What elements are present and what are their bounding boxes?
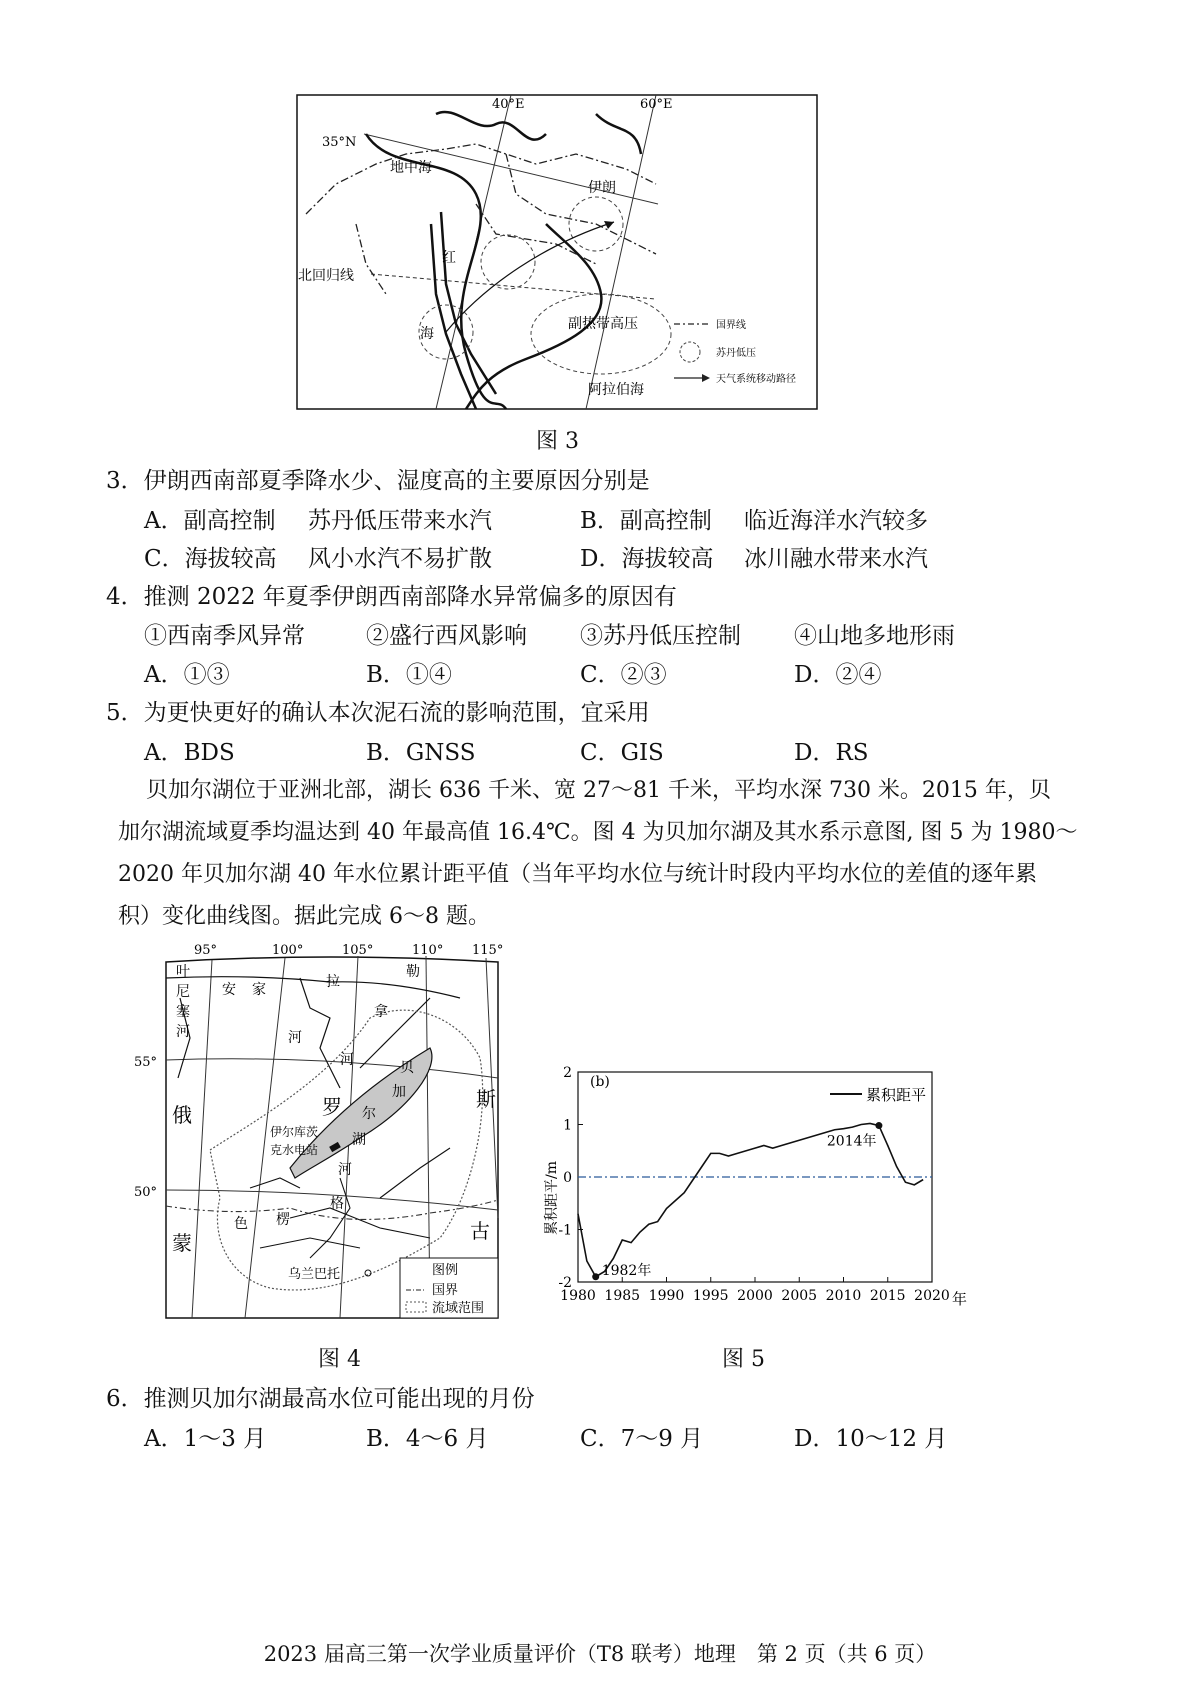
q4-option-c: C．②③ (580, 662, 667, 688)
q6-option-c: C．7～9 月 (580, 1426, 704, 1452)
q6-stem: 6．推测贝加尔湖最高水位可能出现的月份 (106, 1386, 535, 1412)
fig5-ytick-label: -1 (558, 1222, 572, 1239)
q4-option-b: B．①④ (366, 662, 452, 688)
fig3-mediterranean: 地中海 (390, 160, 432, 176)
q3-option-c-label: C．海拔较高 (144, 546, 277, 572)
fig4-legend-title: 图例 (432, 1263, 459, 1278)
q4-item-2: ②盛行西风影响 (366, 623, 527, 649)
fig3-arabian-sea: 阿拉伯海 (588, 382, 644, 398)
fig3-legend-path: 天气系统移动路径 (716, 374, 796, 385)
passage-line-1: 贝加尔湖位于亚洲北部，湖长 636 千米、宽 27～81 千米，平均水深 730 米。2015 年，贝 (146, 778, 1051, 803)
q5-option-c: C．GIS (580, 740, 664, 766)
fig4-le: 勒 (406, 964, 420, 980)
fig5-annotation-label: 1982年 (601, 1262, 652, 1279)
fig5-xtick-label: 2010 (825, 1288, 862, 1304)
q3-option-a-text: 苏丹低压带来水汽 (308, 508, 492, 534)
q5-option-b: B．GNSS (366, 740, 476, 766)
fig3-sea: 海 (420, 326, 434, 342)
fig3-legend-border: 国界线 (716, 320, 746, 331)
fig5-annotation-label: 2014年 (826, 1133, 877, 1150)
fig3-legend-sudan-low: 苏丹低压 (716, 348, 756, 359)
fig4-na: 拿 (374, 1004, 388, 1020)
fig4-he4: 河 (338, 1162, 352, 1178)
fig4-ge: 格 (330, 1196, 344, 1212)
fig4-he2: 河 (288, 1030, 302, 1046)
fig5-xtick-label: 2005 (781, 1288, 818, 1304)
page-footer: 2023 届高三第一次学业质量评价（T8 联考）地理 第 2 页（共 6 页） (263, 1642, 937, 1666)
fig4-lat50: 50° (134, 1185, 158, 1200)
fig4-hu: 湖 (352, 1132, 366, 1148)
figure3-caption: 图 3 (536, 429, 579, 454)
passage-line-4: 积）变化曲线图。据此完成 6～8 题。 (118, 904, 490, 929)
fig4-lon100: 100° (272, 943, 304, 958)
q5-stem: 5．为更快更好的确认本次泥石流的影响范围，宜采用 (106, 700, 650, 726)
fig4-he3: 河 (340, 1052, 354, 1068)
fig4-sai: 塞 (176, 1004, 190, 1020)
q4-stem: 4．推测 2022 年夏季伊朗西南部降水异常偏多的原因有 (106, 584, 677, 610)
fig4-ulaanbaatar: 乌兰巴托 (288, 1267, 341, 1282)
q3-stem: 3．伊朗西南部夏季降水少、湿度高的主要原因分别是 (106, 468, 650, 494)
fig5-legend: 累积距平 (866, 1086, 927, 1104)
fig5-xtick-label: 1985 (604, 1288, 641, 1304)
fig3-subtropical-high: 副热带高压 (568, 316, 638, 332)
fig4-lon110: 110° (412, 943, 444, 958)
fig4-si: 斯 (476, 1087, 496, 1111)
q3-option-d-text: 冰川融水带来水汽 (744, 546, 928, 572)
fig3-lon40: 40°E (492, 97, 525, 112)
fig3-iran: 伊朗 (588, 180, 616, 196)
fig4-ye: 叶 (176, 964, 190, 980)
fig4-e: 俄 (172, 1103, 192, 1127)
figure5-caption: 图 5 (722, 1347, 765, 1372)
fig4-station1: 伊尔库茨 (270, 1125, 319, 1139)
q5-option-a: A．BDS (144, 740, 235, 766)
q6-option-b: B．4～6 月 (366, 1426, 489, 1452)
fig5-xtick-label: 1980 (560, 1288, 596, 1304)
fig4-se: 色 (234, 1216, 248, 1232)
fig3-lat35: 35°N (322, 135, 357, 150)
fig4-la: 拉 (326, 974, 340, 990)
fig5-annotation-point (875, 1122, 882, 1129)
fig4-gu: 古 (470, 1219, 490, 1243)
fig4-an: 安 (222, 982, 236, 998)
q4-option-d: D．②④ (794, 662, 882, 688)
q4-item-1: ①西南季风异常 (144, 623, 305, 649)
figure5-chart (540, 1056, 980, 1316)
fig3-red: 红 (442, 250, 456, 266)
fig5-ytick-label: 1 (563, 1117, 572, 1134)
fig5-panel: (b) (590, 1074, 610, 1090)
fig3-tropic: 北回归线 (298, 268, 354, 284)
q3-option-c-text: 风小水汽不易扩散 (308, 546, 492, 572)
fig4-lat55: 55° (134, 1055, 158, 1070)
fig4-bei: 贝 (400, 1060, 414, 1076)
fig4-legend-border: 国界 (432, 1283, 459, 1298)
fig5-ytick-label: 2 (563, 1065, 572, 1081)
fig4-legend-basin: 流域范围 (432, 1301, 485, 1316)
q6-option-d: D．10～12 月 (794, 1426, 948, 1452)
fig4-he1: 河 (176, 1024, 190, 1040)
fig5-ytick-label: 0 (563, 1170, 572, 1186)
fig4-leng: 楞 (276, 1212, 290, 1228)
q5-option-d: D．RS (794, 740, 869, 766)
passage-line-3: 2020 年贝加尔湖 40 年水位累计距平值（当年平均水位与统计时段内平均水位的差值的逐年累 (118, 862, 1037, 887)
fig5-xtick-label: 1990 (648, 1288, 685, 1304)
figure4-caption: 图 4 (318, 1347, 361, 1372)
fig4-station2: 克水电站 (270, 1143, 319, 1157)
fig5-xtick-label: 2020 (914, 1288, 950, 1304)
fig4-jia2: 加 (392, 1084, 406, 1100)
fig3-lon60: 60°E (640, 97, 673, 112)
fig4-jia: 家 (252, 982, 266, 998)
fig4-ni: 尼 (176, 984, 190, 1000)
fig5-xtick-label: 2015 (869, 1288, 906, 1304)
q3-option-b-text: 临近海洋水汽较多 (744, 508, 928, 534)
q3-option-d-label: D．海拔较高 (580, 546, 714, 572)
fig4-meng: 蒙 (172, 1231, 192, 1255)
figure3-map (296, 94, 818, 412)
q6-option-a: A．1～3 月 (144, 1426, 267, 1452)
fig4-luo: 罗 (322, 1095, 342, 1119)
q4-item-4: ④山地多地形雨 (794, 623, 955, 649)
figure4-map (130, 938, 510, 1322)
fig4-lon115: 115° (472, 943, 504, 958)
q3-option-b-label: B．副高控制 (580, 508, 712, 534)
fig5-ytick-label: -2 (558, 1275, 572, 1291)
fig5-annotation-point (592, 1273, 599, 1280)
fig4-lon105: 105° (342, 943, 374, 958)
fig5-xtick-label: 2000 (737, 1288, 773, 1304)
fig5-xtick-label: 1995 (692, 1288, 729, 1304)
q3-option-a-label: A．副高控制 (144, 508, 276, 534)
q4-option-a: A．①③ (144, 662, 230, 688)
fig5-ylabel: 累积距平/m (544, 1161, 560, 1235)
fig4-er: 尔 (362, 1106, 376, 1122)
q4-item-3: ③苏丹低压控制 (580, 623, 741, 649)
fig5-xunit: 年 (952, 1290, 968, 1308)
passage-line-2: 加尔湖流域夏季均温达到 40 年最高值 16.4℃。图 4 为贝加尔湖及其水系示意图, 图 5 为 1980～ (118, 820, 1078, 845)
fig4-lon95: 95° (194, 943, 218, 958)
